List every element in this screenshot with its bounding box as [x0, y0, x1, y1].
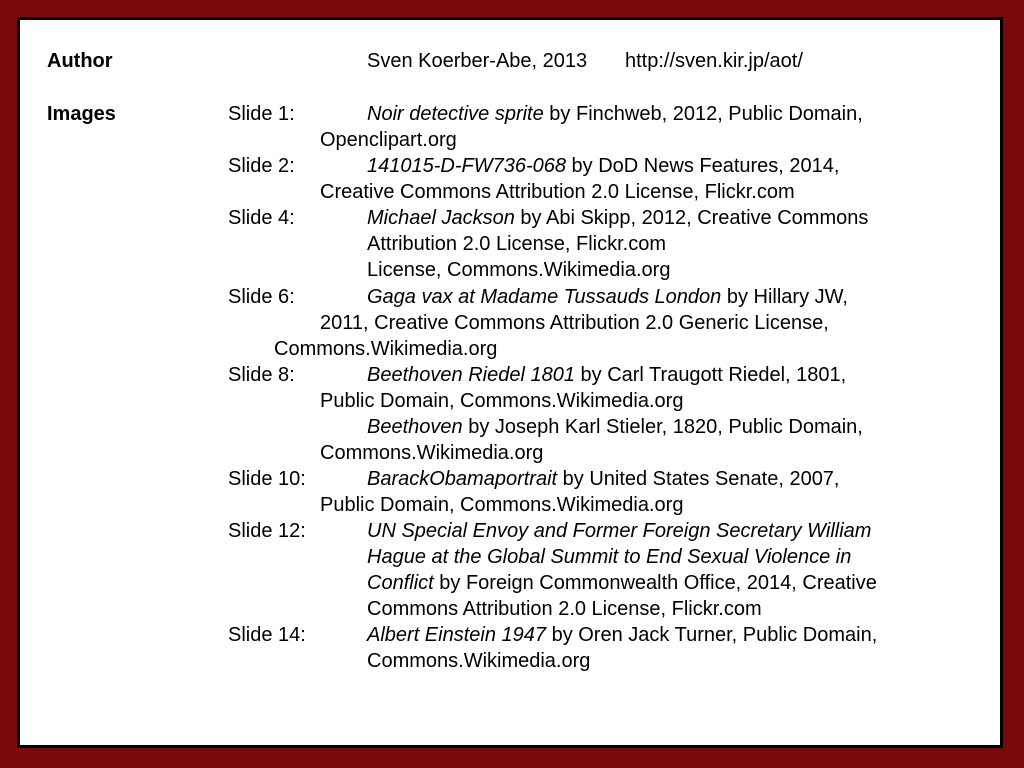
- credit-title: Albert Einstein 1947: [367, 624, 547, 646]
- credit-title: Gaga vax at Madame Tussauds London: [367, 286, 722, 308]
- credit-details: by Carl Traugott Riedel, 1801,: [574, 364, 847, 386]
- author-name: Sven Koerber-Abe, 2013: [367, 50, 588, 72]
- images-label: Images: [47, 103, 116, 125]
- author-url: http://sven.kir.jp/aot/: [625, 50, 803, 72]
- credit-line: [367, 205, 868, 231]
- credit-line: Creative Commons Attribution 2.0 License, Flickr.com: [320, 181, 795, 203]
- credit-line: Commons Attribution 2.0 License, Flickr.com: [367, 598, 762, 620]
- credit-line: [367, 153, 839, 179]
- credit-title: Hague at the Global Summit to End Sexual Violence in: [367, 546, 852, 568]
- author-label: Author: [47, 50, 113, 72]
- credit-title: Beethoven Riedel 1801: [367, 364, 575, 386]
- credit-details: by United States Senate, 2007,: [557, 468, 840, 490]
- credit-details: by Finchweb, 2012, Public Domain,: [543, 103, 863, 125]
- credit-line: [367, 414, 863, 440]
- credit-title: Noir detective sprite: [367, 103, 544, 125]
- credit-title: Michael Jackson: [367, 207, 515, 229]
- credit-details: by Foreign Commonwealth Office, 2014, Creative: [433, 572, 877, 594]
- credit-title: BarackObamaportrait: [367, 468, 558, 490]
- credit-slide-number: Slide 12:: [228, 520, 306, 542]
- credit-line: 2011, Creative Commons Attribution 2.0 Generic License,: [320, 312, 829, 334]
- credit-slide-number: Slide 14:: [228, 624, 306, 646]
- credit-line: [367, 362, 846, 388]
- credit-line: [367, 622, 877, 648]
- credit-slide-number: Slide 6:: [228, 286, 295, 308]
- credit-line: Commons.Wikimedia.org: [367, 650, 591, 672]
- credit-line: [367, 284, 848, 310]
- credit-details: by Hillary JW,: [721, 286, 848, 308]
- credit-line: [367, 466, 840, 492]
- credit-line: [367, 101, 863, 127]
- credit-slide-number: Slide 1:: [228, 103, 295, 125]
- credit-line: Attribution 2.0 License, Flickr.com: [367, 233, 667, 255]
- credit-line: Public Domain, Commons.Wikimedia.org: [320, 390, 684, 412]
- credit-title: Beethoven: [367, 416, 463, 438]
- credit-slide-number: Slide 2:: [228, 155, 295, 177]
- credit-line: License, Commons.Wikimedia.org: [367, 259, 671, 281]
- credit-details: by Oren Jack Turner, Public Domain,: [546, 624, 878, 646]
- credit-details: by Abi Skipp, 2012, Creative Commons: [514, 207, 869, 229]
- credit-slide-number: Slide 4:: [228, 207, 295, 229]
- credit-title: 141015-D-FW736-068: [367, 155, 566, 177]
- credit-line: [367, 570, 877, 596]
- credit-line: Commons.Wikimedia.org: [320, 442, 544, 464]
- credit-title: UN Special Envoy and Former Foreign Secretary William: [367, 520, 872, 542]
- credit-title: Conflict: [367, 572, 434, 594]
- credit-details: by DoD News Features, 2014,: [566, 155, 840, 177]
- credit-line: Commons.Wikimedia.org: [274, 338, 498, 360]
- credit-details: by Joseph Karl Stieler, 1820, Public Domain,: [462, 416, 863, 438]
- credit-slide-number: Slide 10:: [228, 468, 306, 490]
- credit-line: Public Domain, Commons.Wikimedia.org: [320, 494, 684, 516]
- credit-slide-number: Slide 8:: [228, 364, 295, 386]
- credit-line: Openclipart.org: [320, 129, 457, 151]
